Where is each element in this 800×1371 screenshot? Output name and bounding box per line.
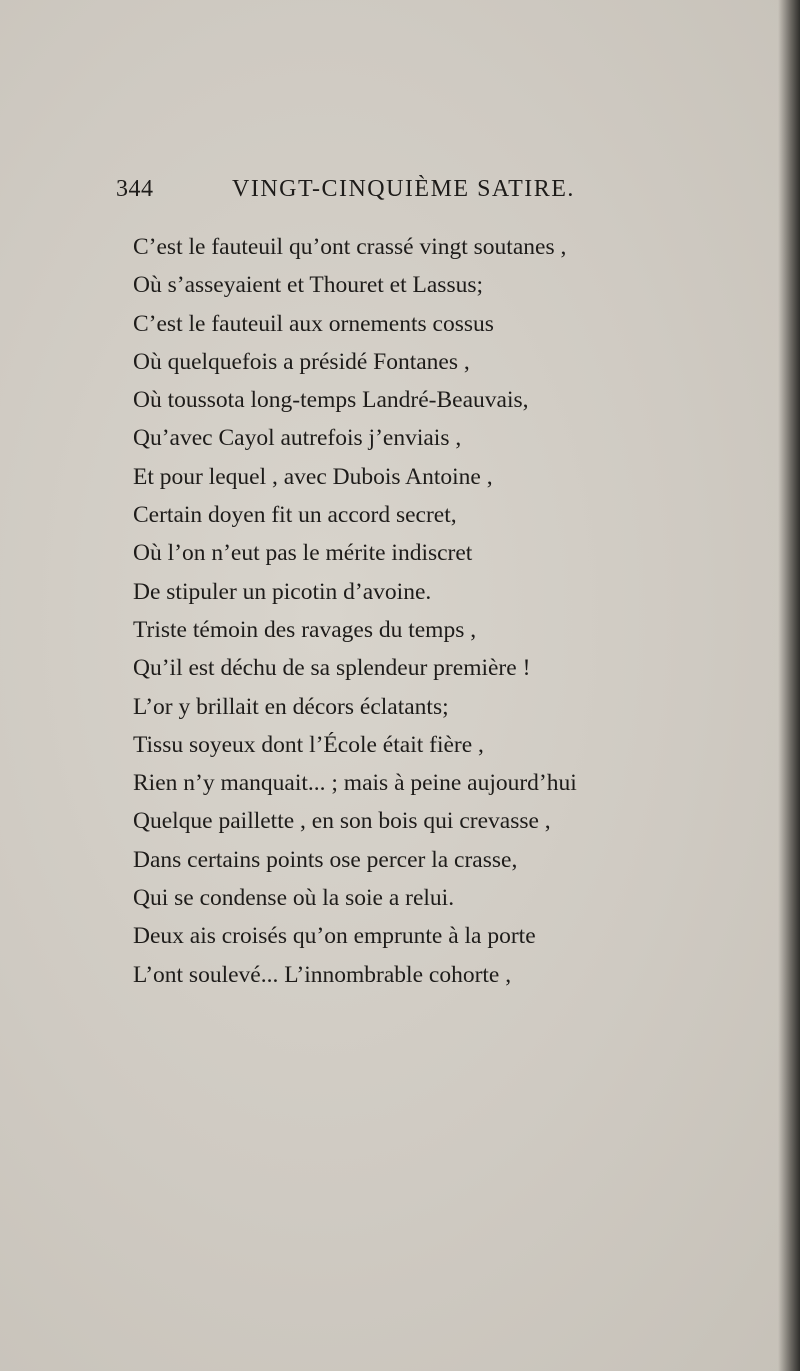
verse-line: Où l’on n’eut pas le mérite indiscret (133, 540, 473, 567)
verse-line: Quelque paillette , en son bois qui crevasse , (133, 808, 551, 835)
verse-line: Où s’asseyaient et Thouret et Lassus; (133, 272, 484, 299)
verse-line: C’est le fauteuil qu’ont crassé vingt soutanes , (133, 234, 567, 260)
verse-line: Qu’avec Cayol autrefois j’enviais , (133, 425, 462, 452)
running-title: VINGT-CINQUIÈME SATIRE. (232, 176, 575, 202)
verse-line: C’est le fauteuil aux ornements cossus (133, 310, 494, 337)
verse-line: Où toussota long-temps Landré-Beauvais, (133, 387, 529, 414)
verse-block (133, 228, 693, 994)
verse-line: Dans certains points ose percer la crasse, (133, 846, 518, 873)
verse-line: Rien n’y manquait... ; mais à peine aujourd’hui (133, 770, 577, 797)
verse-line: L’ont soulevé... L’innombrable cohorte , (133, 961, 512, 988)
verse-line: Et pour lequel , avec Dubois Antoine , (133, 463, 493, 490)
verse-line: Qu’il est déchu de sa splendeur première ! (133, 655, 531, 682)
page-number: 344 (116, 176, 154, 202)
verse-line: L’or y brillait en décors éclatants; (133, 693, 449, 720)
verse-line: De stipuler un picotin d’avoine. (133, 578, 432, 605)
verse-line: Deux ais croisés qu’on emprunte à la porte (133, 923, 536, 950)
verse-line: Triste témoin des ravages du temps , (133, 616, 477, 643)
verse-line: Qui se condense où la soie a relui. (133, 885, 455, 912)
verse-line: Certain doyen fit un accord secret, (133, 502, 457, 529)
verse-line: Tissu soyeux dont l’École était fière , (133, 731, 484, 758)
running-head (0, 176, 800, 212)
verse-line: Où quelquefois a présidé Fontanes , (133, 348, 470, 375)
